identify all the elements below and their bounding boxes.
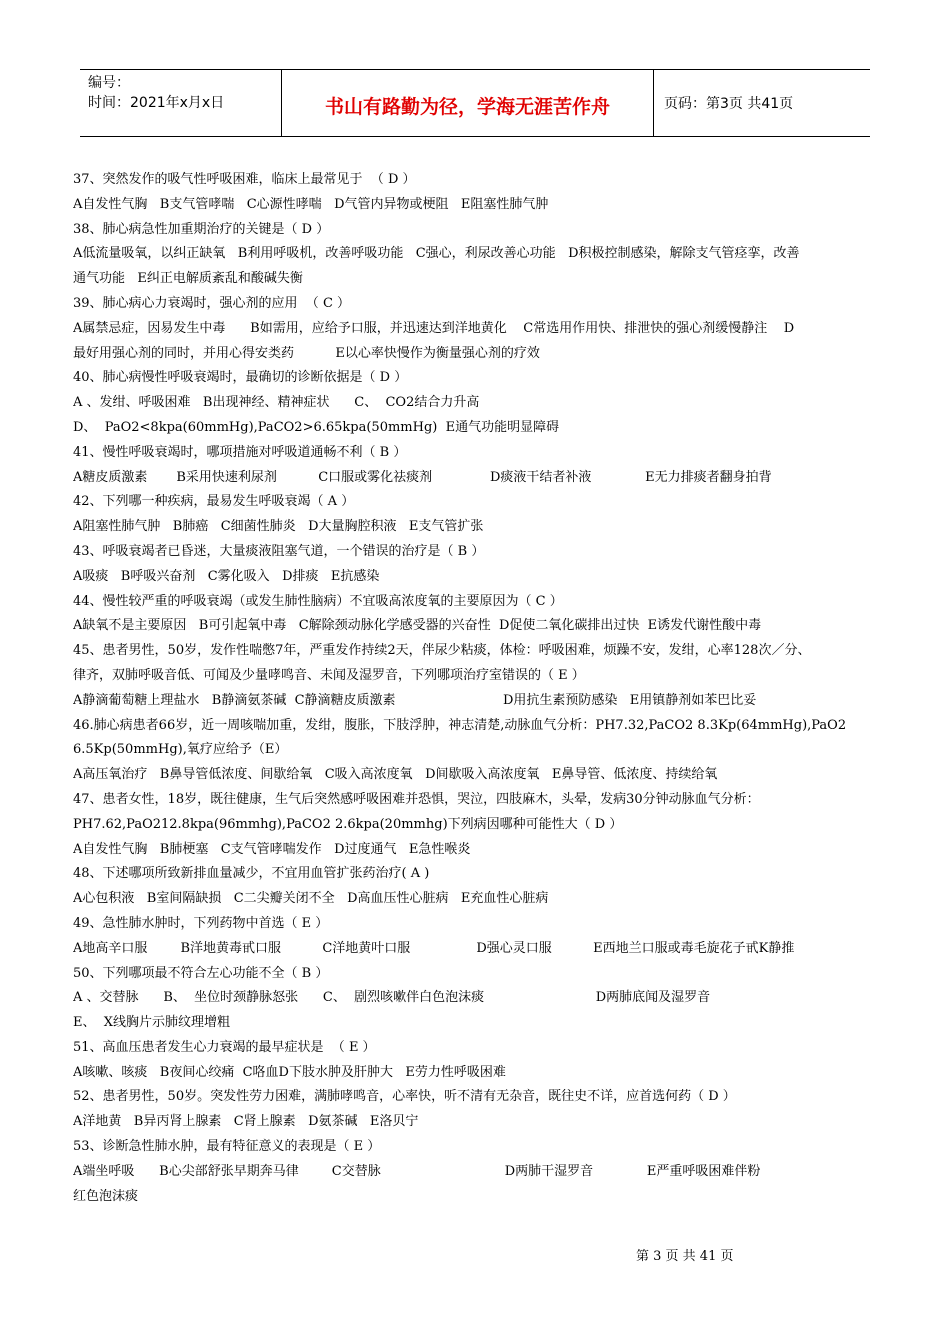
text-line: 45、患者男性，50岁，发作性喘憋7年，严重发作持续2天，伴尿少粘痰，体检：呼吸困难，烦躁不安，发绀，心率128次／分、	[73, 643, 811, 659]
text-line: A洋地黄 B异丙肾上腺素 C肾上腺素 D氨茶碱 E洛贝宁	[73, 1114, 419, 1130]
text-line: A属禁忌症，因易发生中毒 B如需用，应给予口服，并迅速达到洋地黄化 C常选用作用快、排泄快的强心剂缓慢静注 D	[73, 320, 795, 336]
text-line: A咳嗽、咳痰 B夜间心绞痛 C咯血D下肢水肿及肝肿大 E劳力性呼吸困难	[73, 1064, 506, 1080]
text-line: 46.肺心病患者66岁，近一周咳喘加重，发绀，腹胀，下肢浮肿，神志清楚,动脉血气分析：PH7.32,PaCO2 8.3Kp(64mmHg),PaO2	[73, 717, 847, 733]
text-line: 红色泡沫痰	[73, 1188, 139, 1204]
text-line: 6.5Kp(50mmHg),氧疗应给予（E）	[73, 742, 288, 758]
text-line: A糖皮质激素 B采用快速利尿剂 C口服或雾化祛痰剂 D痰液干结者补液 E无力排痰者翻身拍背	[73, 469, 772, 485]
text-line: A静滴葡萄糖上理盐水 B静滴氨茶碱 C静滴糖皮质激素 D用抗生素预防感染 E用镇静剂如苯巴比妥	[73, 692, 757, 708]
page-header	[80, 69, 870, 137]
text-line: 51、高血压患者发生心力衰竭的最早症状是 （ E ）	[73, 1039, 376, 1055]
text-line: A地高辛口服 B洋地黄毒甙口服 C洋地黄叶口服 D强心灵口服 E西地兰口服或毒毛旋花子甙K静推	[73, 940, 795, 956]
text-line: 48、下述哪项所致新排血量减少，不宜用血管扩张药治疗( A )	[73, 866, 430, 882]
text-line: 44、慢性较严重的呼吸衰竭（或发生肺性脑病）不宜吸高浓度氧的主要原因为（ C ）	[73, 593, 563, 609]
text-line: A端坐呼吸 B心尖部舒张早期奔马律 C交替脉 D两肺干湿罗音 E严重呼吸困难伴粉	[73, 1163, 761, 1179]
text-line: 41、慢性呼吸衰竭时，哪项措施对呼吸道通畅不利（ B ）	[73, 444, 407, 460]
question-content	[73, 168, 888, 1209]
text-line: A自发性气胸 B支气管哮喘 C心源性哮喘 D气管内异物或梗阻 E阻塞性肺气肿	[73, 196, 549, 212]
text-line: A低流量吸氧，以纠正缺氧 B利用呼吸机，改善呼吸功能 C强心，利尿改善心功能 D积极控制感染，解除支气管痉挛，改善	[73, 246, 800, 262]
text-line: A 、发绀、呼吸困难 B出现神经、精神症状 C、 CO2结合力升高	[73, 395, 480, 411]
text-line: 38、肺心病急性加重期治疗的关键是（ D ）	[73, 221, 330, 237]
page-footer: 第 3 页 共 41 页	[636, 1249, 734, 1264]
text-line: 40、肺心病慢性呼吸衰竭时，最确切的诊断依据是（ D ）	[73, 370, 408, 386]
text-line: 37、突然发作的吸气性呼吸困难，临床上最常见于 （ D ）	[73, 172, 416, 187]
header-info	[80, 70, 282, 136]
text-line: 最好用强心剂的同时，并用心得安类药 E以心率快慢作为衡量强心剂的疗效	[73, 345, 540, 361]
text-line: D、 PaO2<8kpa(60mmHg),PaCO2>6.65kpa(50mmHg) E通气功能明显障碍	[73, 419, 560, 435]
text-line: A吸痰 B呼吸兴奋剂 C雾化吸入 D排痰 E抗感染	[73, 568, 380, 584]
text-line: 42、下列哪一种疾病，最易发生呼吸衰竭（ A ）	[73, 494, 355, 510]
text-line: 52、患者男性，50岁。突发性劳力困难，满肺哮鸣音，心率快，听不清有无杂音，既往史不详，应首选何药（ D ）	[73, 1089, 736, 1105]
text-line: A阻塞性肺气肿 B肺癌 C细菌性肺炎 D大量胸腔积液 E支气管扩张	[73, 519, 484, 535]
text-line: A缺氧不是主要原因 B可引起氧中毒 C解除颈动脉化学感受器的兴奋性 D促使二氧化碳排出过快 E诱发代谢性酸中毒	[73, 618, 762, 634]
serial-label: 编号：	[88, 75, 130, 91]
text-line: 39、肺心病心力衰竭时，强心剂的应用 （ C ）	[73, 295, 351, 311]
text-line: E、 X线胸片示肺纹理增粗	[73, 1015, 231, 1031]
text-line: PH7.62,PaO212.8kpa(96mmhg),PaCO2 2.6kpa(20mmhg)下列病因哪种可能性大（ D ）	[73, 816, 623, 832]
text-line: A高压氧治疗 B鼻导管低浓度、间歇给氧 C吸入高浓度氧 D间歇吸入高浓度氧 E鼻导管、低浓度、持续给氧	[73, 767, 718, 783]
text-line: 通气功能 E纠正电解质紊乱和酸碱失衡	[73, 271, 303, 287]
text-line: A心包积液 B室间隔缺损 C二尖瓣关闭不全 D高血压性心脏病 E充血性心脏病	[73, 891, 549, 907]
text-line: 43、呼吸衰竭者已昏迷，大量痰液阻塞气道，一个错误的治疗是（ B ）	[73, 543, 485, 559]
date-label: 时间：2021年x月x日	[88, 95, 225, 111]
text-line: 律齐，双肺呼吸音低、可闻及少量哮鸣音、未闻及湿罗音，下列哪项治疗室错误的（ E ）	[73, 667, 585, 683]
text-line: 49、急性肺水肿时，下列药物中首选（ E ）	[73, 915, 329, 931]
header-motto: 书山有路勤为径，学海无涯苦作舟	[282, 70, 654, 136]
text-line: 53、诊断急性肺水肿，最有特征意义的表现是（ E ）	[73, 1139, 381, 1155]
header-page-label: 页码：第3页 共41页	[664, 96, 794, 112]
text-line: A 、交替脉 B、 坐位时颈静脉怒张 C、 剧烈咳嗽伴白色泡沫痰 D两肺底闻及湿罗音	[73, 990, 711, 1006]
text-line: 47、患者女性，18岁，既往健康，生气后突然感呼吸困难并恐惧，哭泣，四肢麻木，头晕，发病30分钟动脉血气分析：	[73, 791, 760, 807]
text-line: 50、下列哪项最不符合左心功能不全（ B ）	[73, 965, 329, 981]
text-line: A自发性气胸 B肺梗塞 C支气管哮喘发作 D过度通气 E急性喉炎	[73, 841, 471, 857]
